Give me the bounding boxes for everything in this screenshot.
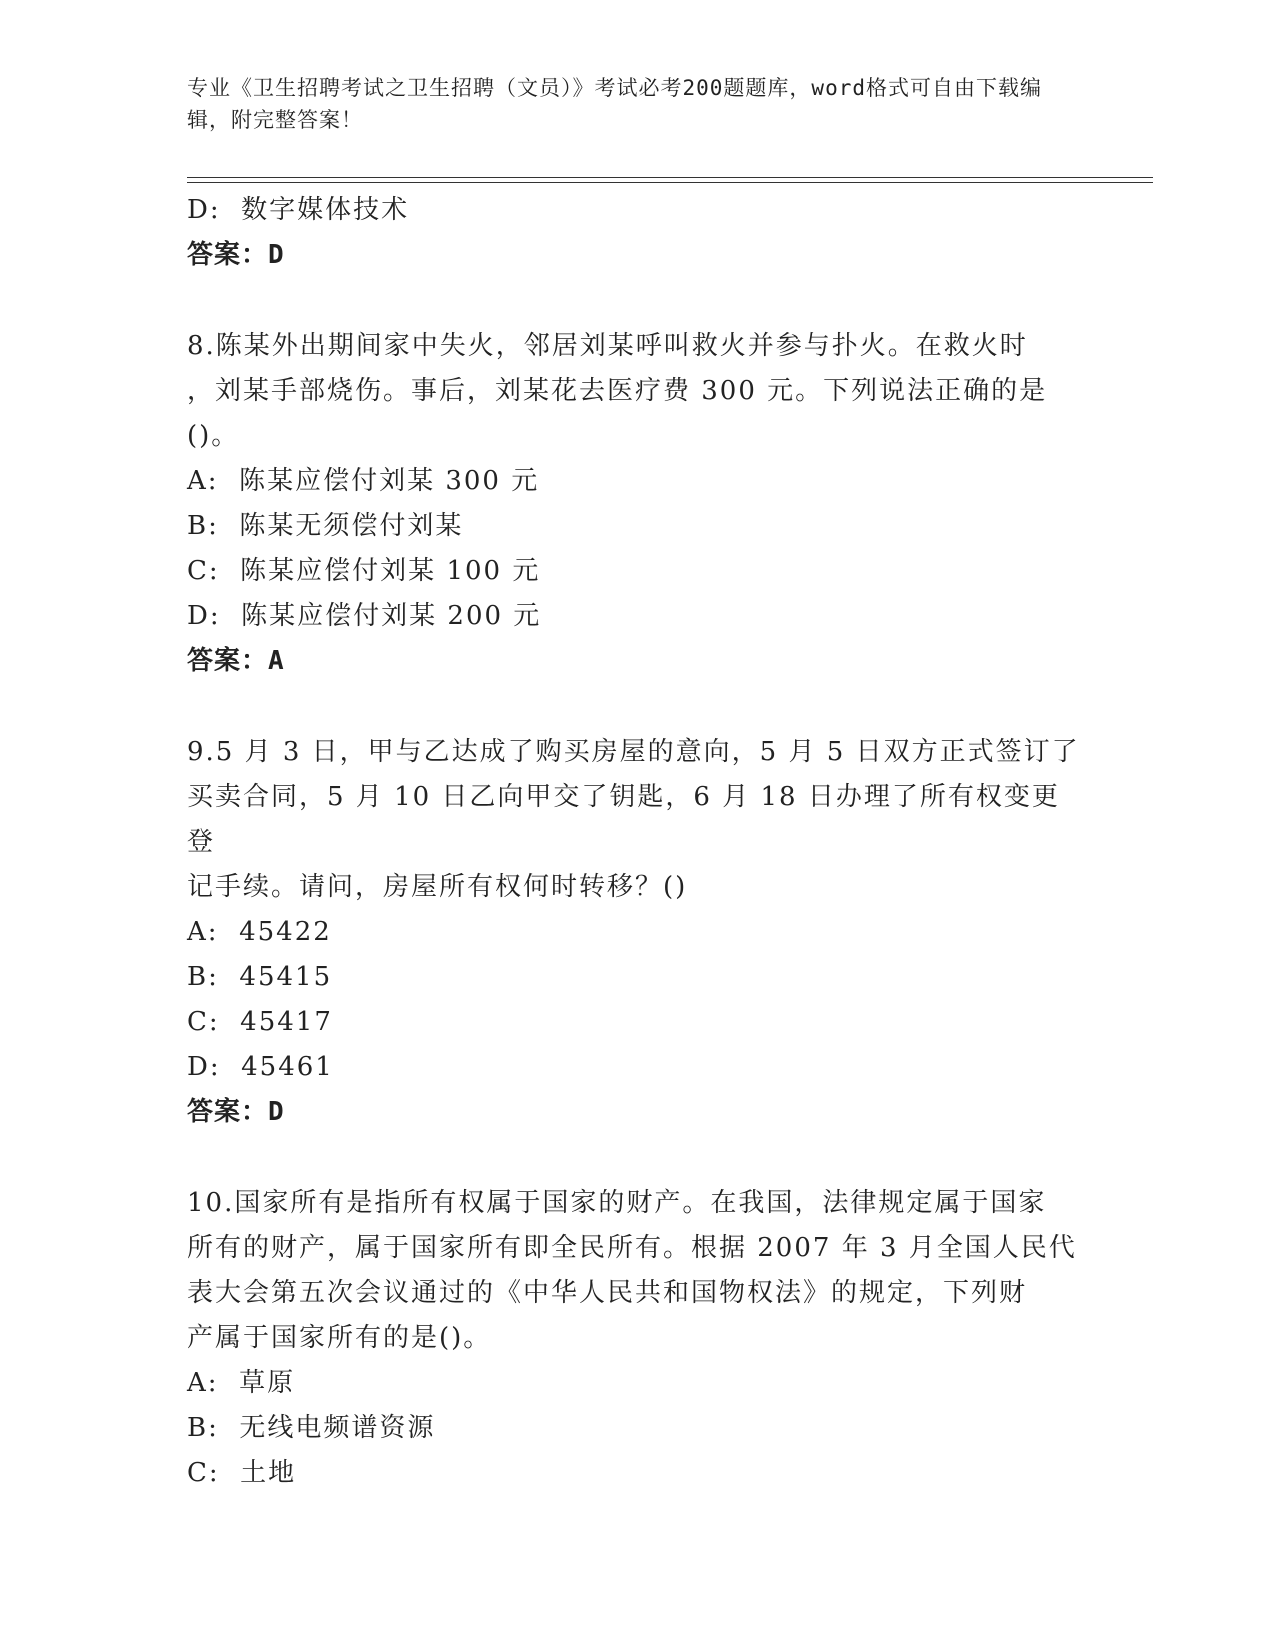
option-d: D: 陈某应偿付刘某 200 元: [187, 601, 542, 631]
option-b: B: 无线电频谱资源: [187, 1413, 436, 1443]
option-a: A: 陈某应偿付刘某 300 元: [187, 466, 540, 496]
question-9: [187, 730, 1087, 1135]
option-c: C: 陈某应偿付刘某 100 元: [187, 556, 541, 586]
option-b: B: 45415: [187, 962, 333, 992]
header-divider-bottom: [187, 182, 1153, 183]
document-body: [187, 188, 1087, 1496]
question-text-line: 10.国家所有是指所有权属于国家的财产。在我国，法律规定属于国家: [187, 1188, 1047, 1218]
option-c: C: 土地: [187, 1458, 297, 1488]
option-a: A: 草原: [187, 1368, 296, 1398]
answer-line: 答案：A: [187, 646, 285, 676]
question-text-line: ()。: [187, 421, 240, 451]
option-d: D: 45461: [187, 1052, 334, 1082]
option-c: C: 45417: [187, 1007, 333, 1037]
question-text-line: ，刘某手部烧伤。事后，刘某花去医疗费 300 元。下列说法正确的是: [187, 376, 1048, 406]
question-text-line: 9.5 月 3 日，甲与乙达成了购买房屋的意向，5 月 5 日双方正式签订了: [187, 737, 1080, 767]
question-text-line: 表大会第五次会议通过的《中华人民共和国物权法》的规定，下列财: [187, 1278, 1028, 1308]
option-d: D: 数字媒体技术: [187, 195, 410, 225]
option-b: B: 陈某无须偿付刘某: [187, 511, 464, 541]
header-divider-top: [187, 177, 1153, 178]
answer-line: 答案：D: [187, 240, 285, 270]
answer-line: 答案：D: [187, 1097, 285, 1127]
question-text-line: 所有的财产，属于国家所有即全民所有。根据 2007 年 3 月全国人民代: [187, 1233, 1077, 1263]
question-8: [187, 324, 1087, 684]
question-10: [187, 1181, 1087, 1496]
question-text-line: 买卖合同，5 月 10 日乙向甲交了钥匙，6 月 18 日办理了所有权变更登: [187, 782, 1060, 857]
header-text: 专业《卫生招聘考试之卫生招聘（文员）》考试必考200题题库，word格式可自由下载编辑，附完整答案！: [187, 76, 1042, 132]
question-text-line: 记手续。请问，房屋所有权何时转移？(): [187, 872, 688, 902]
option-a: A: 45422: [187, 917, 332, 947]
question-text-line: 8.陈某外出期间家中失火，邻居刘某呼叫救火并参与扑火。在救火时: [187, 331, 1028, 361]
document-header: [187, 72, 1067, 136]
question-text-line: 产属于国家所有的是()。: [187, 1323, 492, 1353]
